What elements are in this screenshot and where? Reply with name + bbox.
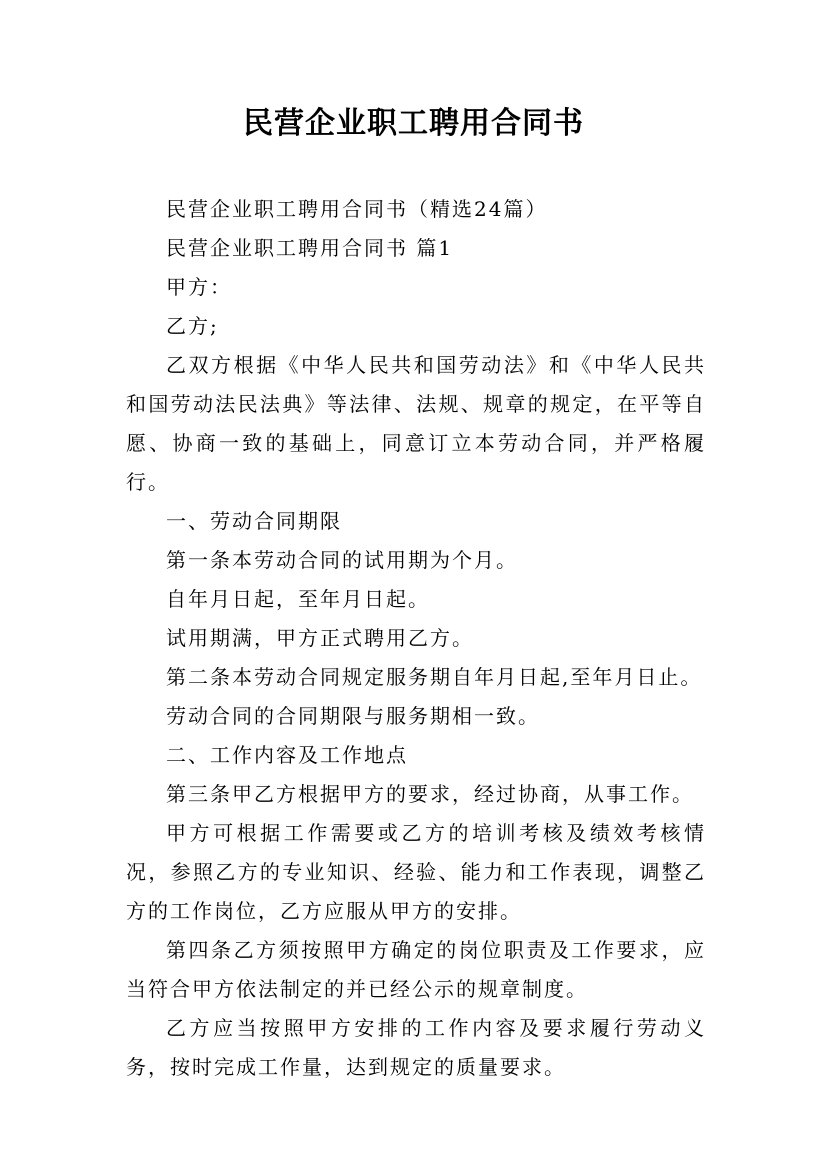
paragraph-party-a: 甲方：: [166, 275, 232, 299]
document-body: [126, 190, 706, 1087]
document-title: 民营企业职工聘用合同书: [243, 106, 584, 141]
paragraph-heading-term: 一、劳动合同期限: [166, 509, 342, 533]
paragraph-article-4: 第四条乙方须按照甲方确定的岗位职责及工作要求，应当符合甲方依法制定的并已经公示的规章制度。: [126, 938, 706, 1001]
paragraph-probation-end: 试用期满，甲方正式聘用乙方。: [166, 626, 474, 650]
paragraph-term-match: 劳动合同的合同期限与服务期相一致。: [166, 704, 540, 728]
paragraph-section-heading: 民营企业职工聘用合同书 篇1: [166, 236, 454, 260]
paragraph-adjustment: 甲方可根据工作需要或乙方的培训考核及绩效考核情况，参照乙方的专业知识、经验、能力和工作表现，调整乙方的工作岗位，乙方应服从甲方的安排。: [126, 821, 706, 923]
paragraph-heading-work: 二、工作内容及工作地点: [166, 743, 408, 767]
paragraph-probation-dates: 自年月日起，至年月日起。: [166, 587, 430, 611]
paragraph-subtitle: 民营企业职工聘用合同书（精选24篇）: [166, 197, 548, 221]
paragraph-intro: 乙双方根据《中华人民共和国劳动法》和《中华人民共和国劳动法民法典》等法律、法规、规章的规定，在平等自愿、协商一致的基础上，同意订立本劳动合同，并严格履行。: [126, 353, 706, 494]
paragraph-article-1: 第一条本劳动合同的试用期为个月。: [166, 548, 518, 572]
paragraph-article-2: 第二条本劳动合同规定服务期自年月日起,至年月日止。: [166, 665, 703, 689]
paragraph-article-3: 第三条甲乙方根据甲方的要求，经过协商，从事工作。: [166, 782, 694, 806]
paragraph-party-b: 乙方;: [166, 314, 219, 338]
paragraph-obligation: 乙方应当按照甲方安排的工作内容及要求履行劳动义务，按时完成工作量，达到规定的质量要求。: [126, 1016, 706, 1079]
